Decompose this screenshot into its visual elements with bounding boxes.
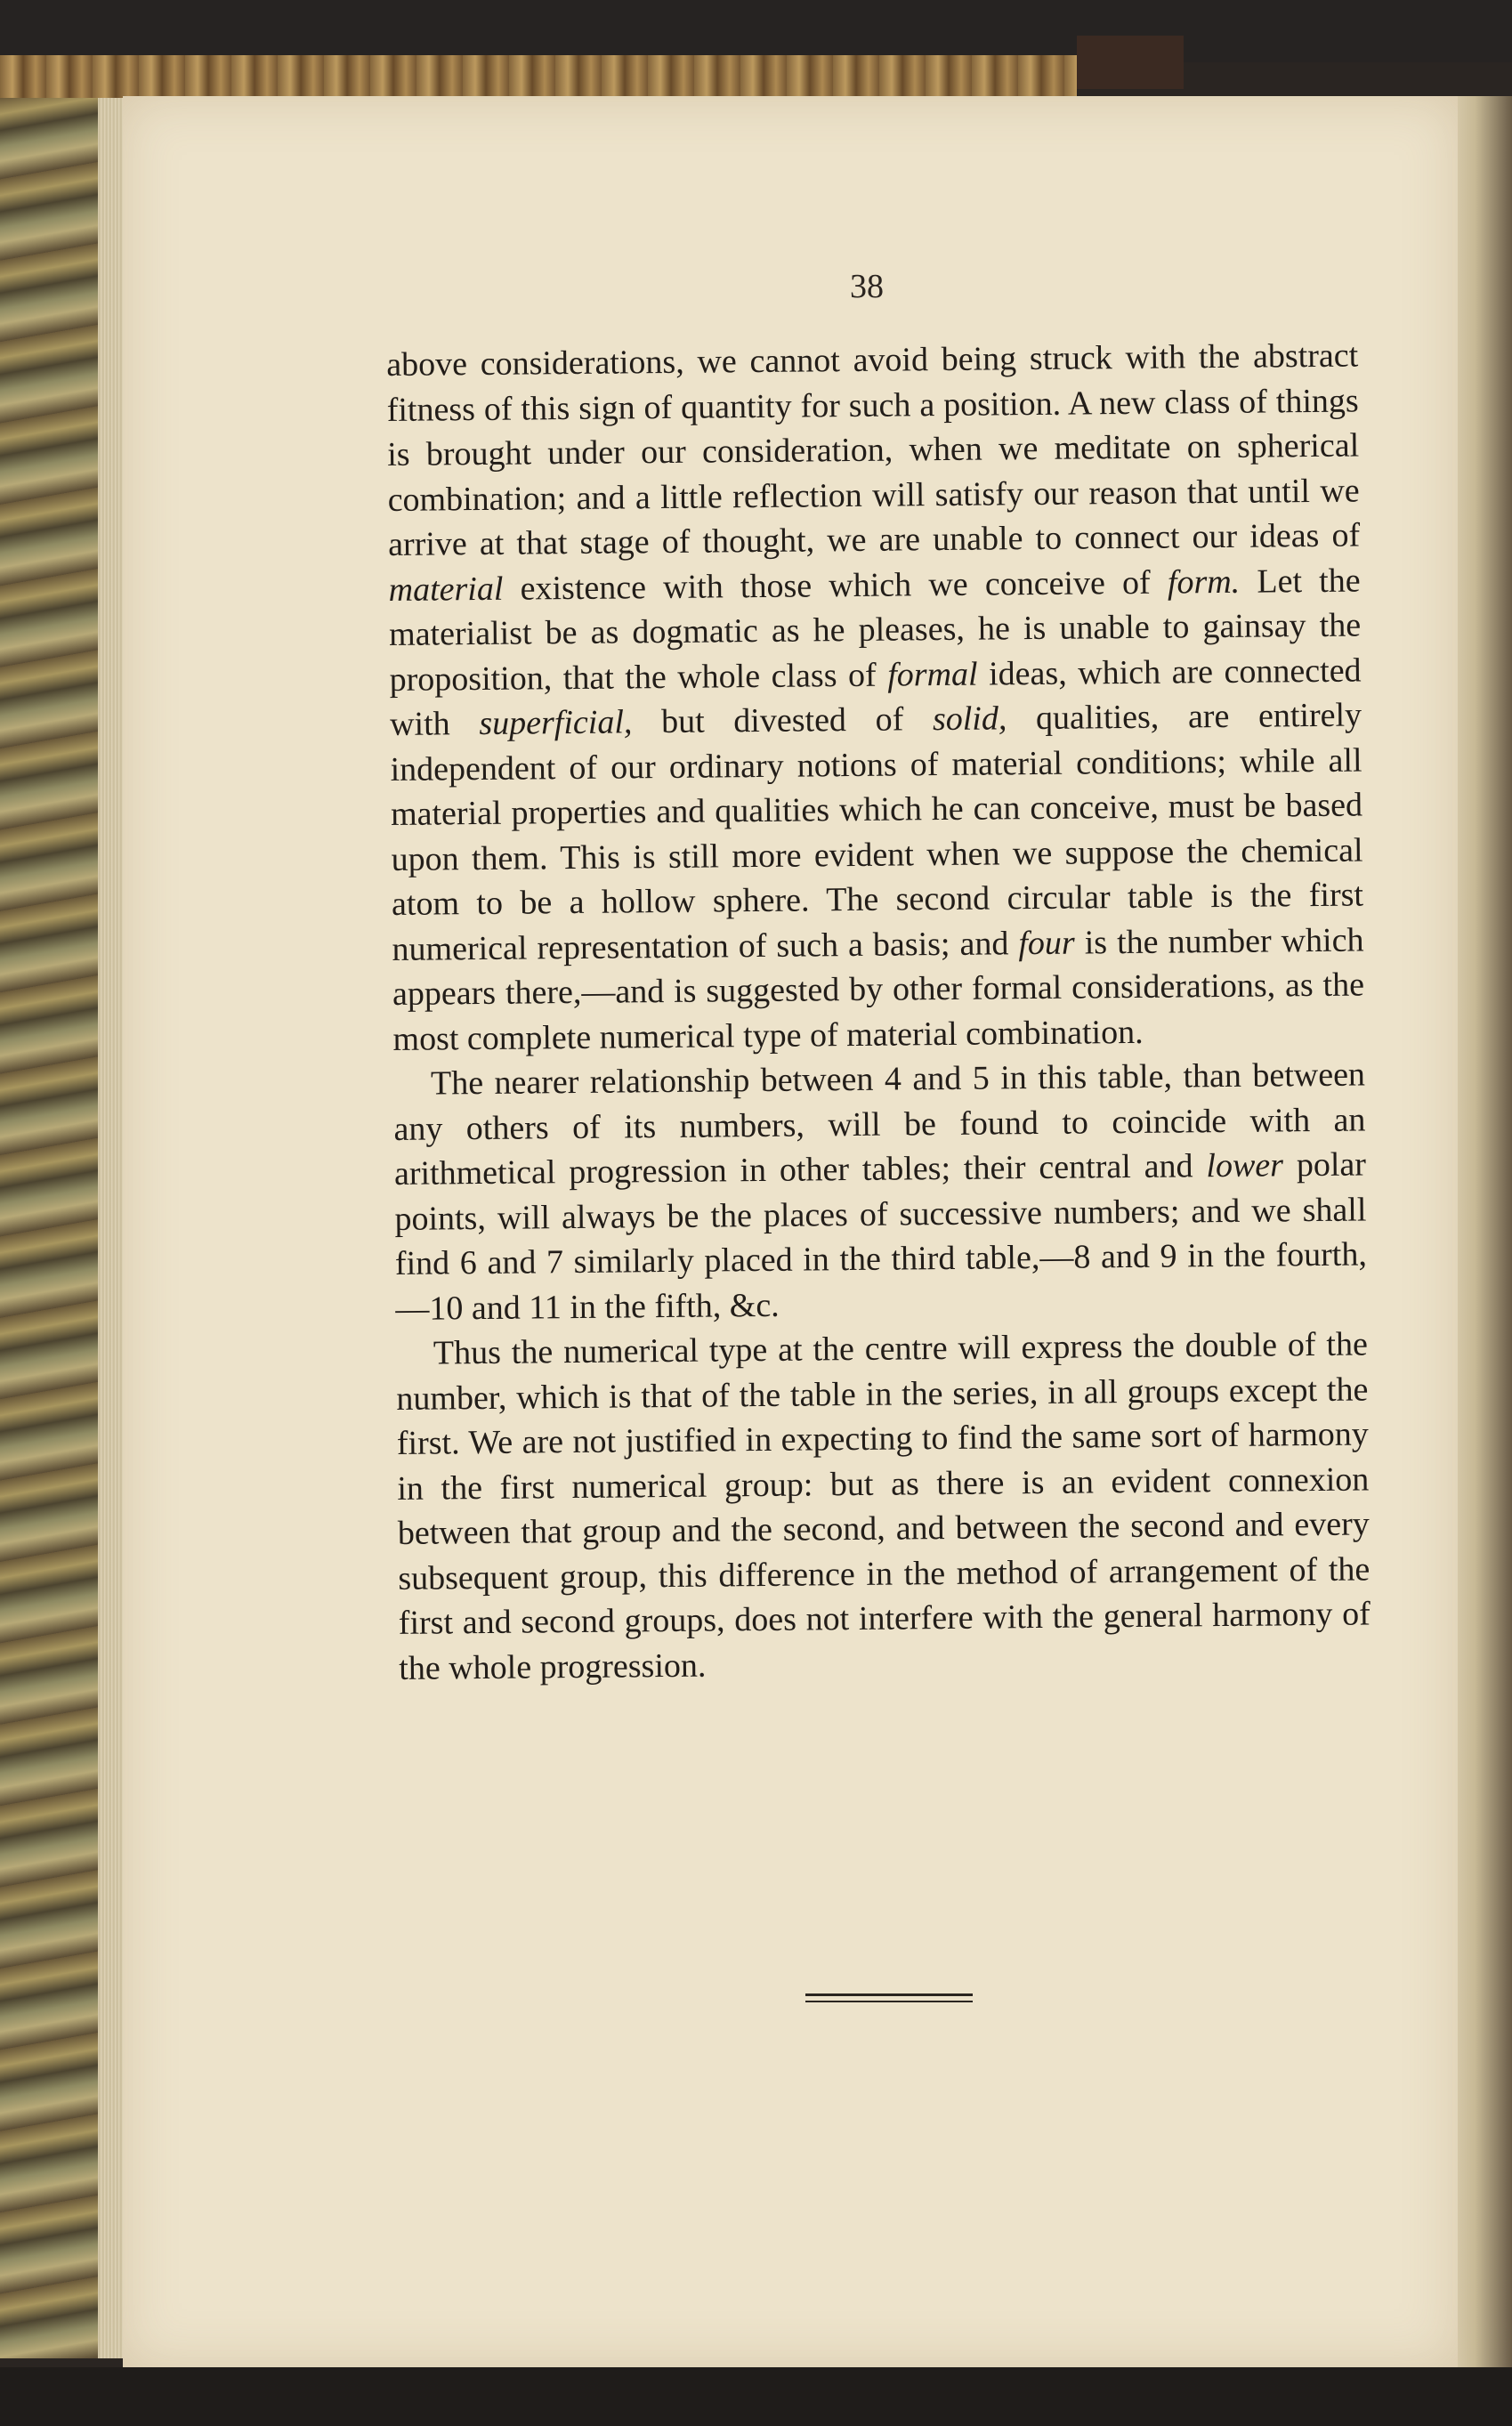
body-text: [386, 334, 1371, 1691]
text-segment: is the number which appears there,—and is suggested by other formal considerations, as the most complete numerical type of material combination.: [392, 920, 1365, 1058]
marbled-edge: [0, 98, 107, 2358]
italic-text: lower: [1206, 1146, 1284, 1185]
section-rule: [805, 1993, 973, 1996]
italic-text: form.: [1167, 562, 1241, 602]
text-segment: Thus the numerical type at the centre will express the double of the number, which is that of the table in the series, in all groups except the first. We are not justified in expecting to find the same sort of harmony in the first numerical group: but as there is an evident connexion between that group and the second, and between the second and every subsequent group, this difference in the method of arrangement of the first and second groups, does not interfere with the general harmony of the whole progression.: [396, 1325, 1371, 1687]
page-edges: [98, 98, 123, 2358]
text-segment: The nearer relationship between 4 and 5 in this table, than between any others of its numbers, will be found to coincide with an arithmetical progression in other tables; their central and: [393, 1055, 1366, 1193]
paragraph: [386, 334, 1365, 1062]
scan-background-top: [0, 0, 1512, 62]
italic-text: four: [1018, 924, 1075, 962]
text-segment: above considerations, we cannot avoid being struck with the abstract fitness of this sign of quantity for such a position. A new class of things is brought under our consideration, when we meditate on spherical combination; and a little reflection will satisfy our reason that until we arrive at that stage of thought, we are unable to connect our ideas of: [386, 336, 1361, 563]
bookmark-ribbon: [1077, 36, 1184, 89]
text-segment: Let the materialist be as dogmatic as he pleases, he is unable to gainsay the proposition, that the whole class of: [388, 562, 1362, 699]
paragraph: [393, 1052, 1368, 1330]
text-segment: ideas, which are connected with: [389, 651, 1362, 743]
italic-text: solid,: [932, 699, 1007, 739]
text-segment: polar points, will always be the places of successive numbers; and we shall find 6 and 7 similarly placed in the third table,—8 and 9 in the fourth,—10 and 11 in the fifth, &c.: [394, 1145, 1368, 1328]
text-segment: existence with those which we conceive of: [503, 563, 1168, 608]
italic-text: formal: [887, 655, 978, 694]
paragraph: [396, 1322, 1371, 1690]
text-segment: but divested of: [632, 700, 934, 741]
italic-text: superficial,: [479, 703, 633, 743]
right-page-edge: [1451, 96, 1512, 2367]
section-rule-thin: [805, 2001, 973, 2002]
scan-background-bottom: [0, 2367, 1512, 2426]
page-number: 38: [850, 268, 884, 305]
italic-text: material: [388, 570, 504, 609]
text-segment: qualities, are entirely independent of our ordinary notions of material conditions; while all material properties and qualities which he can conceive, must be based upon them. This is still more evident when we suppose the chemical atom to be a hollow sphere. The second circular table is the first numerical representation of such a basis; and: [390, 696, 1364, 968]
